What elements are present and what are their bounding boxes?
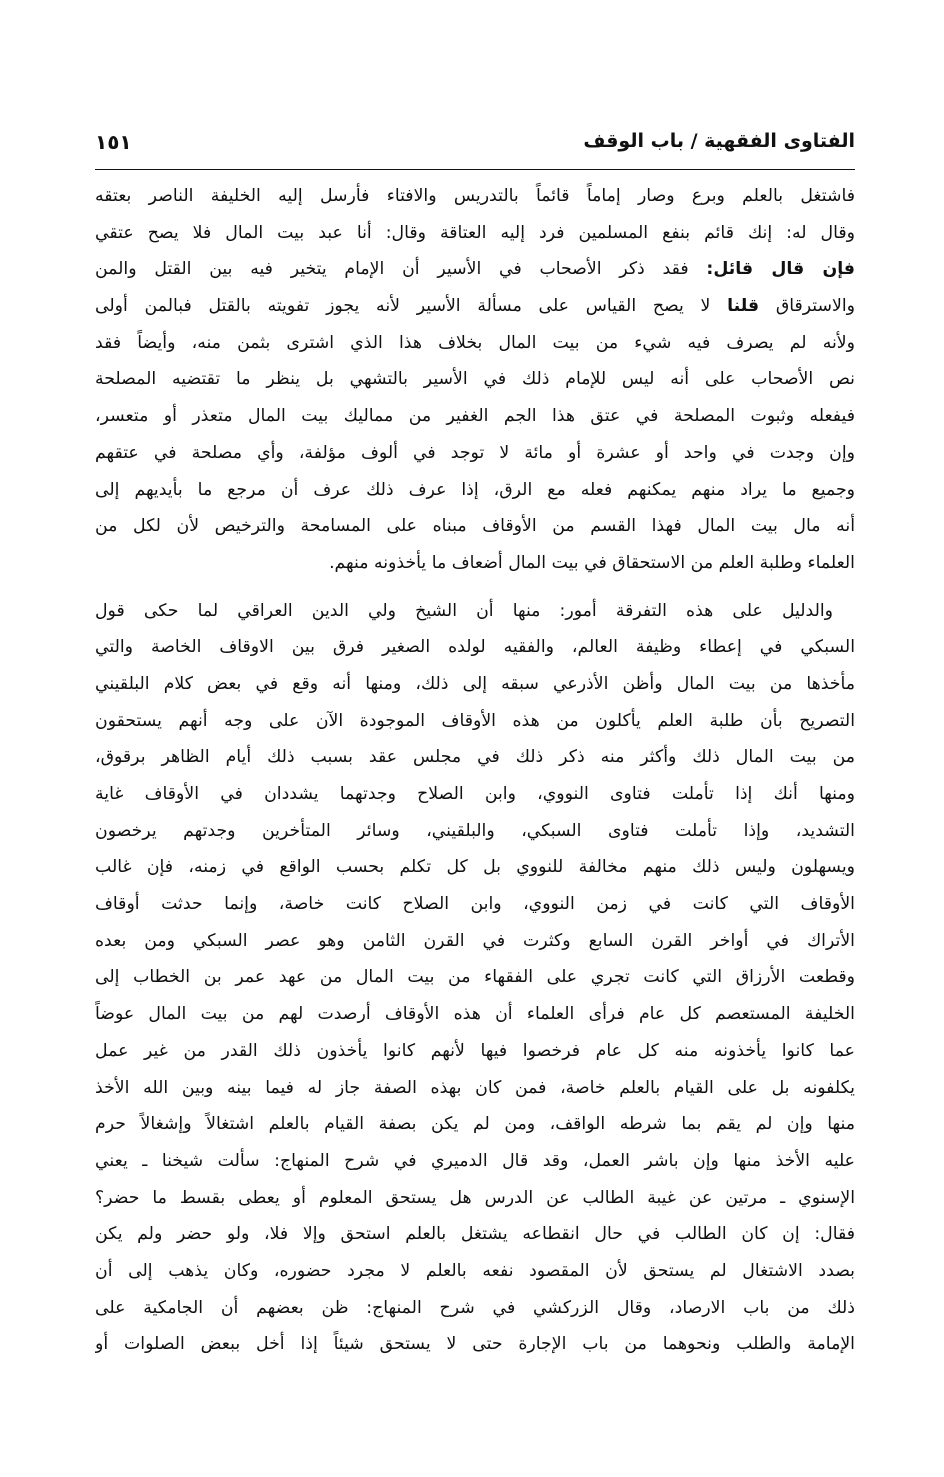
line-text: فقد ذكر الأصحاب في الأسير أن الإمام يتخير فيه بين القتل والمن — [95, 259, 707, 280]
paragraph-2 — [95, 593, 855, 1363]
line-text: فقال: إن كان الطالب في حال انقطاعه يشتغل بالعلم استحق وإلا فلا، ولو حضر ولم يكن — [95, 1224, 855, 1245]
text-line — [95, 398, 855, 435]
text-line — [95, 886, 855, 923]
line-text: الأوقاف التي كانت في زمن النووي، وابن الصلاح كانت خاصة، وإنما حدثت أوقاف — [95, 894, 855, 915]
text-line — [95, 739, 855, 776]
line-text: ومنها أنك إذا تأملت فتاوى النووي، وابن الصلاح وجدتهما يشددان في الأوقاف غاية — [95, 784, 855, 804]
line-text: ولأنه لم يصرف فيه شيء من بيت المال بخلاف هذا الذي اشترى بثمن منه، وأيضاً فقد — [95, 332, 855, 353]
text-line — [95, 178, 855, 215]
text-line — [95, 545, 855, 582]
line-text: الخليفة المستعصم كل عام فرأى العلماء أن هذه الأوقاف أرصدت لهم من بيت المال عوضاً — [95, 1004, 855, 1025]
line-text: وقال له: إنك قائم بنفع المسلمين فرد إليه العتاقة وقال: أنا عبد بيت المال فلا يصح عتقي — [95, 222, 855, 243]
line-text: مأخذها من بيت المال وأظن الأذرعي سبقه إلى ذلك، ومنها أنه وقع في بعض كلام البلقيني — [95, 673, 855, 694]
bold-phrase: قلنا — [727, 296, 760, 317]
line-text: نص الأصحاب على أنه ليس للإمام ذلك في الأسير بالتشهي بل ينظر ما تقتضيه المصلحة — [95, 369, 855, 390]
line-text: ذلك من باب الارصاد، وقال الزركشي في شرح المنهاج: ظن بعضهم أن الجامكية على — [95, 1297, 855, 1318]
text-line — [95, 1180, 855, 1217]
text-line — [95, 703, 855, 740]
text-line — [95, 776, 855, 813]
text-line — [95, 959, 855, 996]
text-line — [95, 1106, 855, 1143]
line-text: وإن وجدت في واحد أو عشرة أو مائة لا توجد في ألوف مؤلفة، وأي مصلحة في عتقهم — [95, 442, 855, 463]
line-text: التشديد، وإذا تأملت فتاوى السبكي، والبلقيني، وسائر المتأخرين وجدتهم يرخصون — [95, 820, 855, 841]
running-head: الفتاوى الفقهية / باب الوقف — [583, 130, 855, 152]
line-text: أنه مال بيت المال فهذا القسم من الأوقاف مبناه على المسامحة والترخيص لأن لكل من — [95, 516, 855, 537]
text-line — [95, 849, 855, 886]
line-text: يكلفونه بل على القيام بالعلم خاصة، فمن كان بهذه الصفة جاز له فيما بينه وبين الله الأخذ — [95, 1077, 855, 1098]
line-text: بصدد الاشتغال لم يستحق لأن المقصود نفعه بالعلم لا مجرد حضوره، وكان يذهب إلى أن — [95, 1260, 855, 1281]
text-line — [95, 923, 855, 960]
text-line — [95, 629, 855, 666]
text-line — [95, 1253, 855, 1290]
line-text: الإمامة والطلب ونحوهما من باب الإجارة حتى لا يستحق شيئاً إذا أخل ببعض الصلوات أو — [95, 1334, 855, 1355]
text-line — [95, 325, 855, 362]
text-line — [95, 508, 855, 545]
text-line — [95, 215, 855, 252]
text-line — [95, 996, 855, 1033]
header-rule — [95, 169, 855, 170]
line-text: الإسنوي ـ مرتين عن غيبة الطالب عن الدرس هل يستحق المعلوم أو يعطى بقسط ما حضر؟ — [95, 1187, 855, 1208]
text-line — [95, 1033, 855, 1070]
paragraph-1 — [95, 178, 855, 582]
body-text — [95, 178, 855, 1363]
line-text: فيفعله وثبوت المصلحة في عتق هذا الجم الغفير من مماليك بيت المال متعذر أو متعسر، — [95, 406, 855, 427]
text-line — [95, 361, 855, 398]
bold-phrase: فإن قال قائل: — [706, 259, 855, 280]
line-text: من بيت المال ذلك وأكثر منه ذكر ذلك في مجلس عقد بسبب ذلك أيام الظاهر برقوق، — [95, 747, 855, 768]
line-text: ويسهلون وليس ذلك منهم مخالفة للنووي بل كل تكلم بحسب الواقع في زمنه، فإن غالب — [95, 857, 855, 878]
text-line — [95, 666, 855, 703]
line-text: والدليل على هذه التفرقة أمور: منها أن الشيخ ولي الدين العراقي لما حكى قول — [95, 600, 833, 621]
line-text: والاسترقاق — [759, 296, 855, 317]
line-text: منها وإن لم يقم بما شرطه الواقف، ومن لم يكن بصفة القيام بالعلم اشتغالاً وإشغالاً حرم — [95, 1114, 855, 1135]
text-line — [95, 472, 855, 509]
text-line — [95, 813, 855, 850]
line-text: عليه الأخذ منها وإن باشر العمل، وقد قال الدميري في شرح المنهاج: سألت شيخنا ـ يعني — [95, 1150, 855, 1171]
line-text: التصريح بأن طلبة العلم يأكلون من هذه الأوقاف الموجودة الآن على وجه أنهم يستحقون — [95, 710, 855, 731]
text-line — [95, 593, 855, 630]
line-text: وقطعت الأرزاق التي كانت تجري على الفقهاء من بيت المال من عهد عمر بن الخطاب إلى — [95, 967, 855, 988]
line-text: فاشتغل بالعلم وبرع وصار إماماً قائماً بالتدريس والافتاء فأرسل إليه الخليفة الناصر بعتقه — [95, 186, 855, 206]
line-text: عما كانوا يأخذونه منه كل عام فرخصوا فيها لأنهم كانوا يأخذون ذلك القدر من غير عمل — [95, 1040, 855, 1061]
line-text: لا يصح القياس على مسألة الأسير لأنه يجوز تفويته بالقتل فبالمن أولى — [95, 296, 728, 317]
text-line — [95, 251, 855, 288]
text-line — [95, 1216, 855, 1253]
text-line — [95, 1143, 855, 1180]
line-text: الأتراك في أواخر القرن السابع وكثرت في القرن الثامن وهو عصر السبكي ومن بعده — [95, 930, 855, 951]
text-line — [95, 1070, 855, 1107]
text-line — [95, 435, 855, 472]
line-text: وجميع ما يراد منهم يمكنهم فعله مع الرق، إذا عرف ذلك عرف أن مرجع ما بأيديهم إلى — [95, 479, 855, 500]
line-text: العلماء وطلبة العلم من الاستحقاق في بيت المال أضعاف ما يأخذونه منهم. — [329, 552, 855, 573]
text-line — [95, 1326, 855, 1363]
page-number: ١٥١ — [95, 130, 132, 154]
line-text: السبكي في إعطاء وظيفة العالم، والفقيه لولده الصغير فرق بين الاوقاف الخاصة والتي — [95, 637, 855, 658]
text-line — [95, 288, 855, 325]
page-header — [95, 126, 855, 160]
text-line — [95, 1290, 855, 1327]
